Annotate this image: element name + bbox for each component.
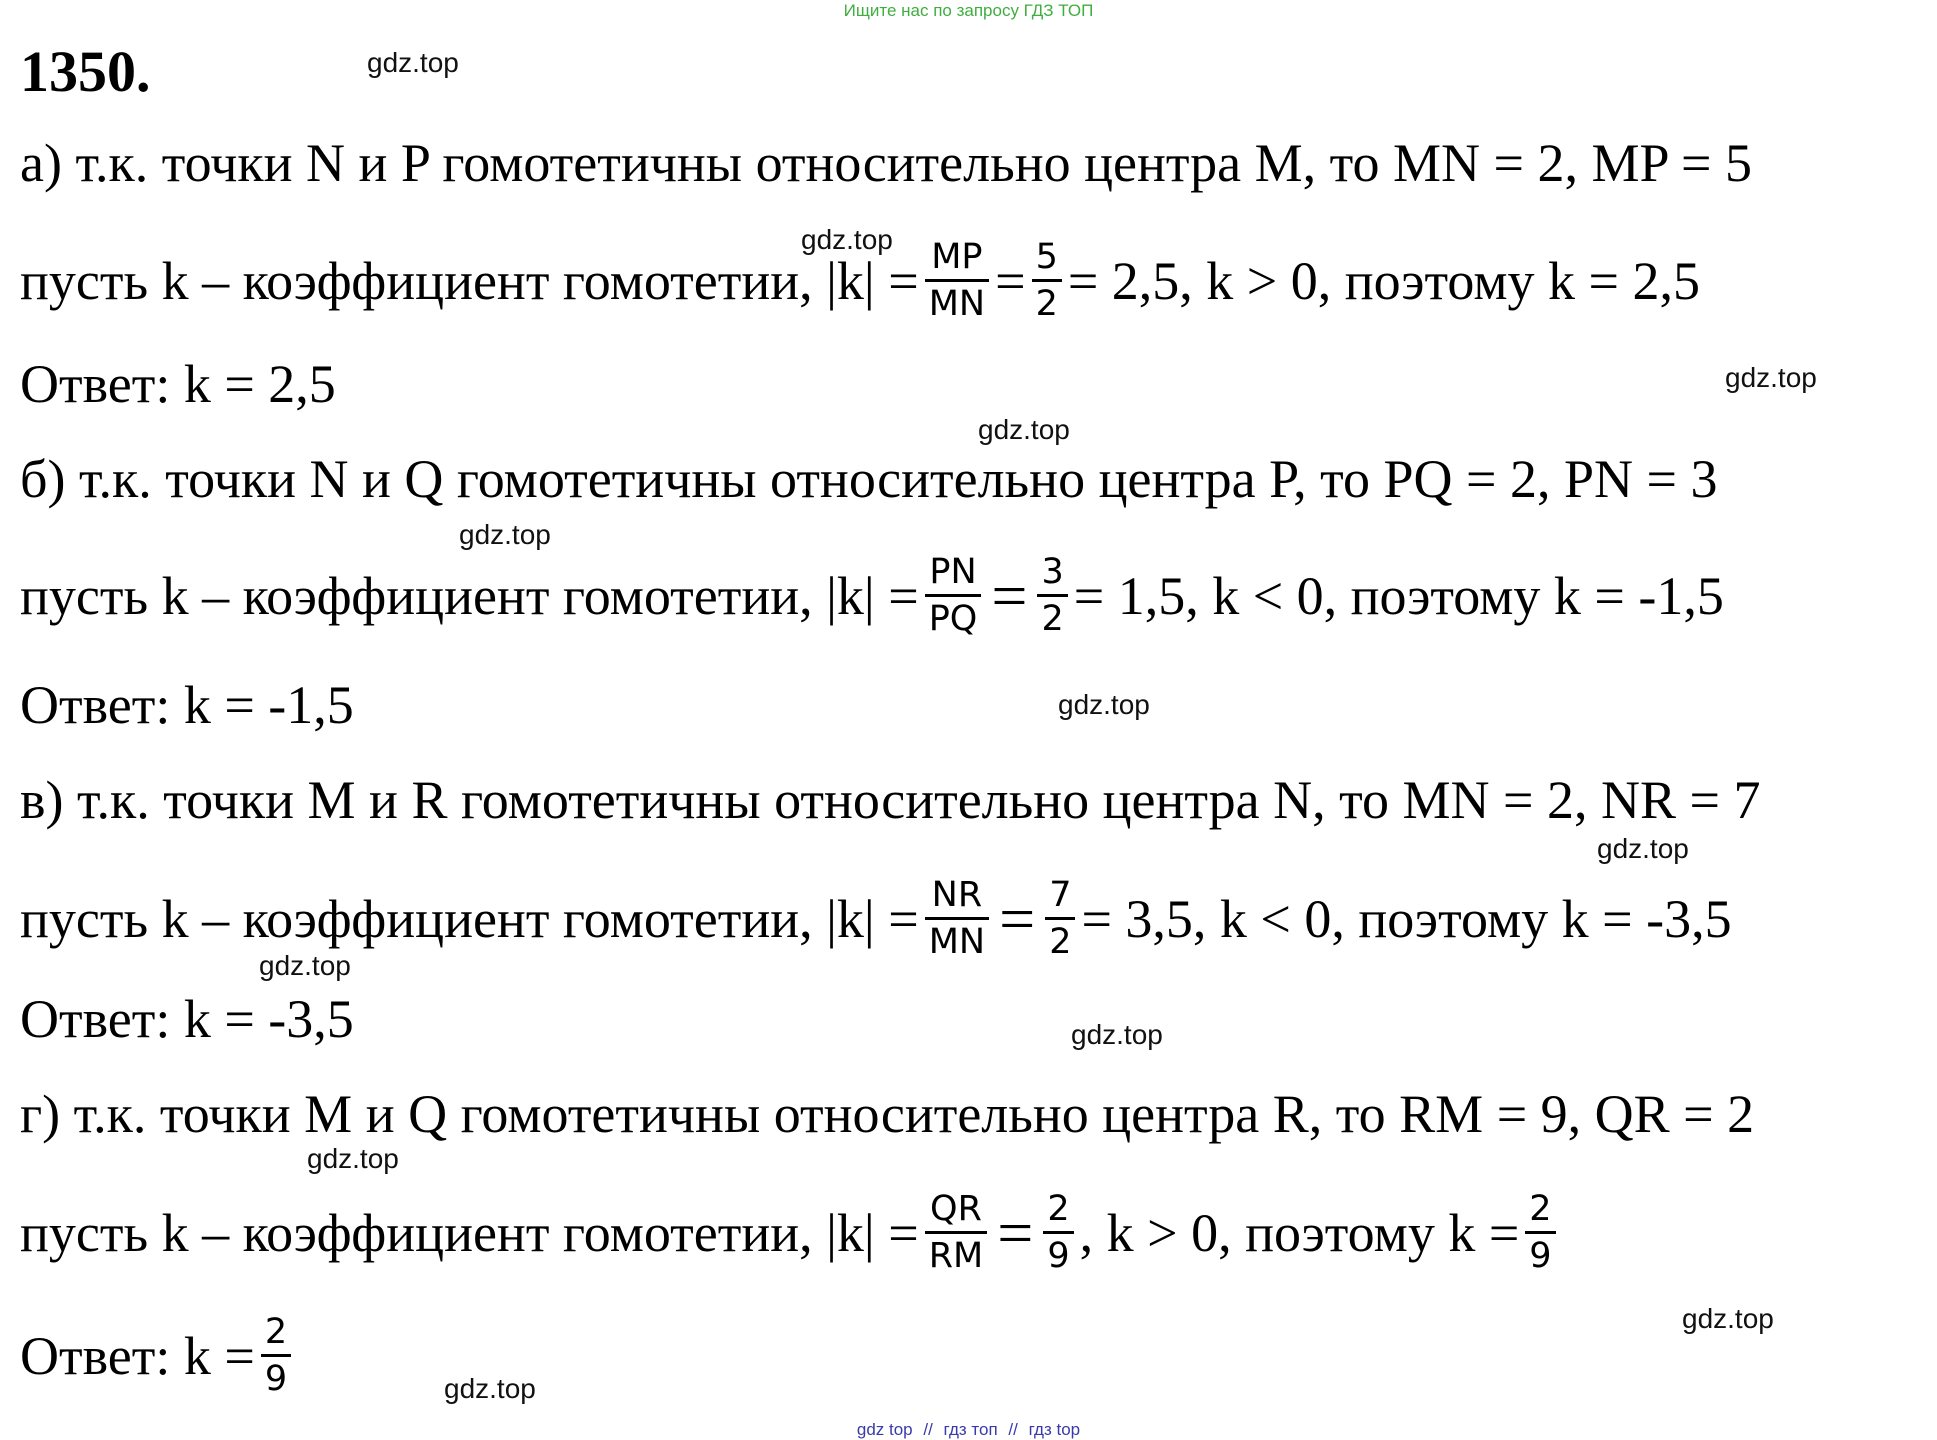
footer xyxy=(0,1420,1937,1440)
fraction-denominator: 9 xyxy=(264,1359,288,1399)
fraction-denominator: 2 xyxy=(1041,599,1064,639)
fraction-5-2 xyxy=(1032,235,1062,326)
fraction-numerator: 5 xyxy=(1035,237,1058,277)
footer-item: гдз топ xyxy=(943,1420,998,1439)
equals-sign: = xyxy=(997,1196,1034,1268)
answer-prefix: Ответ: k = xyxy=(20,1325,255,1386)
fraction-denominator: 9 xyxy=(1047,1236,1070,1276)
watermark: gdz.top xyxy=(978,414,1070,445)
calc-suffix: = 2,5, k > 0, поэтому k = 2,5 xyxy=(1067,250,1700,311)
fraction-numerator: 2 xyxy=(264,1312,288,1352)
part-d-calculation xyxy=(20,1187,1562,1278)
footer-separator: // xyxy=(923,1420,933,1439)
part-c-condition: в) т.к. точки M и R гомотетичны относительно центра N, то MN = 2, NR = 7 xyxy=(20,770,1761,830)
fraction-numerator: NR xyxy=(931,875,983,915)
watermark: gdz.top xyxy=(1058,689,1150,720)
calc-prefix: пусть k – коэффициент гомотетии, |k| = xyxy=(20,565,919,626)
fraction-pn-pq xyxy=(925,550,982,641)
watermark: gdz.top xyxy=(801,224,893,255)
part-c-answer: Ответ: k = -3,5 xyxy=(20,989,354,1049)
calc-suffix: = 3,5, k < 0, поэтому k = -3,5 xyxy=(1081,888,1732,949)
watermark: gdz.top xyxy=(1597,833,1689,864)
part-d-answer xyxy=(20,1310,297,1401)
fraction-k-2-9 xyxy=(1525,1187,1555,1278)
fraction-denominator: 9 xyxy=(1529,1236,1552,1276)
fraction-nr-mn xyxy=(925,873,989,964)
watermark: gdz.top xyxy=(1725,362,1817,393)
watermark: gdz.top xyxy=(459,519,551,550)
equals-sign: = xyxy=(991,559,1028,631)
part-a-condition: а) т.к. точки N и P гомотетичны относительно центра M, то MN = 2, MP = 5 xyxy=(20,133,1752,193)
watermark: gdz.top xyxy=(367,47,459,78)
header-note: Ищите нас по запросу ГДЗ ТОП xyxy=(843,1,1094,20)
fraction-numerator: PN xyxy=(929,552,977,592)
footer-item: гдз top xyxy=(1028,1420,1081,1439)
fraction-mp-mn xyxy=(925,235,989,326)
watermark: gdz.top xyxy=(1071,1019,1163,1050)
footer-item: gdz top xyxy=(856,1420,913,1439)
fraction-numerator: 2 xyxy=(1529,1189,1552,1229)
part-d-condition: г) т.к. точки M и Q гомотетичны относительно центра R, то RM = 9, QR = 2 xyxy=(20,1084,1755,1144)
fraction-qr-rm xyxy=(925,1187,988,1278)
calc-prefix: пусть k – коэффициент гомотетии, |k| = xyxy=(20,888,919,949)
part-a-answer: Ответ: k = 2,5 xyxy=(20,354,336,414)
watermark: gdz.top xyxy=(444,1373,536,1404)
watermark: gdz.top xyxy=(1682,1303,1774,1334)
calc-suffix: , k > 0, поэтому k = xyxy=(1079,1202,1520,1263)
fraction-denominator: RM xyxy=(928,1236,984,1276)
calc-prefix: пусть k – коэффициент гомотетии, |k| = xyxy=(20,1202,919,1263)
part-b-calculation xyxy=(20,550,1724,641)
fraction-numerator: QR xyxy=(930,1189,982,1229)
part-b-answer: Ответ: k = -1,5 xyxy=(20,675,354,735)
fraction-denominator: MN xyxy=(928,284,986,324)
fraction-denominator: 2 xyxy=(1049,922,1072,962)
fraction-denominator: MN xyxy=(928,922,986,962)
answer-fraction-2-9 xyxy=(261,1310,291,1401)
fraction-numerator: 7 xyxy=(1049,875,1072,915)
calc-prefix: пусть k – коэффициент гомотетии, |k| = xyxy=(20,250,919,311)
fraction-numerator: 3 xyxy=(1041,552,1064,592)
calc-suffix: = 1,5, k < 0, поэтому k = -1,5 xyxy=(1073,565,1724,626)
fraction-numerator: 2 xyxy=(1047,1189,1070,1229)
equals-sign: = xyxy=(995,250,1026,311)
fraction-denominator: 2 xyxy=(1035,284,1058,324)
fraction-2-9 xyxy=(1043,1187,1073,1278)
watermark: gdz.top xyxy=(307,1143,399,1174)
part-b-condition: б) т.к. точки N и Q гомотетичны относительно центра P, то PQ = 2, PN = 3 xyxy=(20,449,1718,509)
fraction-7-2 xyxy=(1045,873,1075,964)
fraction-3-2 xyxy=(1037,550,1067,641)
fraction-denominator: PQ xyxy=(928,599,978,639)
watermark: gdz.top xyxy=(259,950,351,981)
problem-number: 1350. xyxy=(20,39,151,104)
fraction-numerator: MP xyxy=(931,237,983,277)
equals-sign: = xyxy=(999,882,1036,954)
footer-separator: // xyxy=(1008,1420,1018,1439)
